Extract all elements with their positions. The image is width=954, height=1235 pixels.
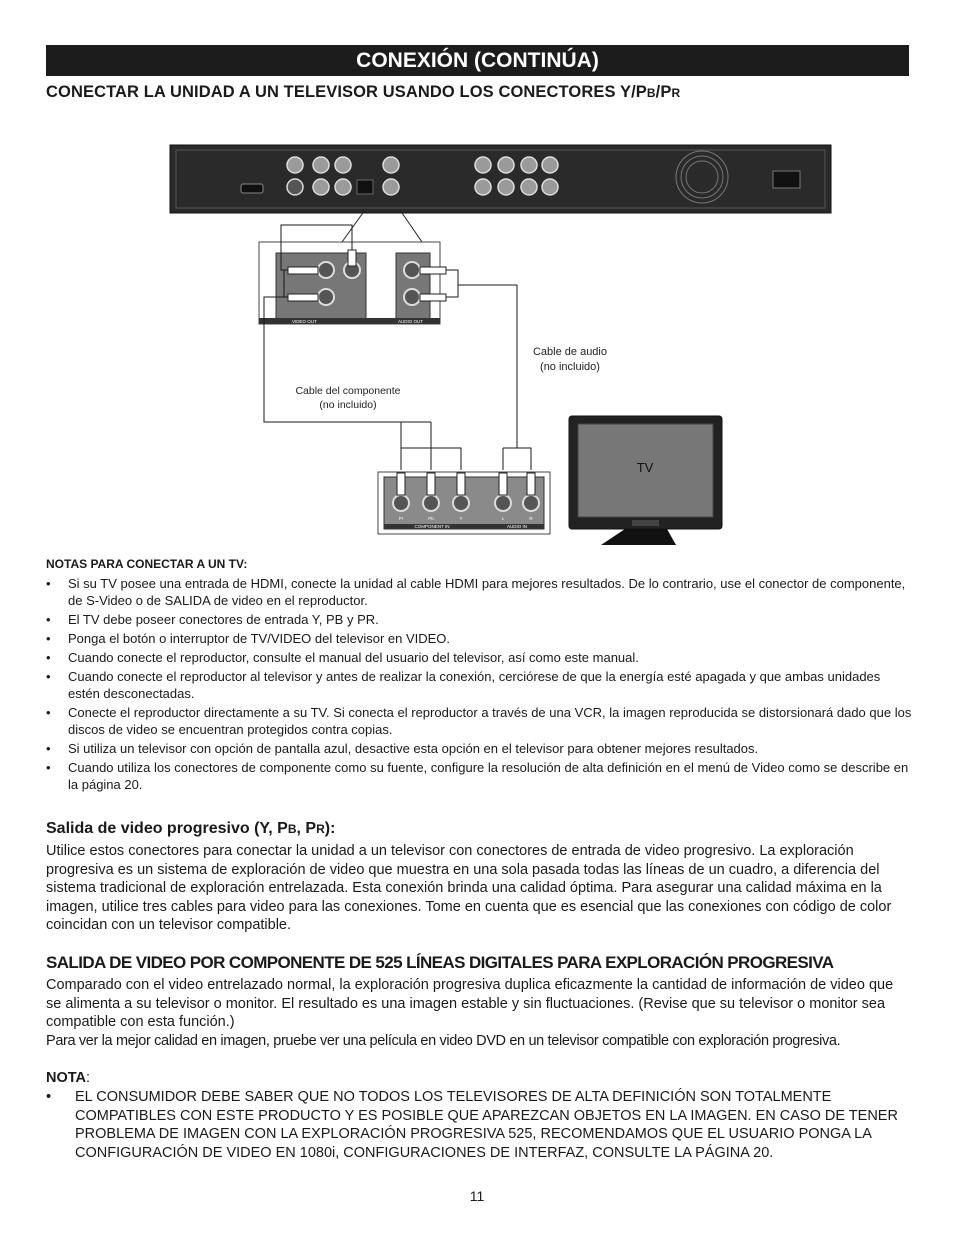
progressive-text: Utilice estos conectores para conectar la unidad a un televisor con conectores de entrada de video progresivo. La exploración progresiva es un sistema de exploración de video que muestra en una sola pasada todas las líneas de un cuadro, a diferencia del sistema tradicional de exploración entrelazada. Esta conexión brinda una calidad óptima. Para asegurar una calidad máxima en la imagen, utilice tres cables para video para las conexiones. Tome en cuenta que es esencial que las conexiones con código de color coincidan con un televisor compatible. [46,843,892,934]
video-out-label: VIDEO OUT [292,319,317,324]
list-item: • Si su TV posee una entrada de HDMI, conecte la unidad al cable HDMI para mejores resultados. De lo contrario, use el conector de componente, de S-Video o de SALIDA de video en el reproductor. [46,575,912,609]
nota-colon: : [86,1070,91,1086]
audio-cable [446,270,531,470]
jack-pb-label: Pb [428,516,434,521]
component525-text-2: Para ver la mejor calidad en imagen, pruebe ver una película en video DVD en un televisor compatible con exploración progresiva. [46,1033,841,1049]
component-in-label: COMPONENT IN [414,524,450,529]
subtitle-b: B [646,86,656,100]
subtitle-slash: /P [655,83,672,101]
heading-part: B [287,822,297,836]
jack-r-label: R [529,516,533,521]
jack-l-label: L [501,516,505,521]
component-cable-label: Cable del componente [295,385,401,397]
notes-list [46,575,912,795]
connection-diagram [0,130,954,555]
audio-cable-note: (no incluido) [540,361,600,373]
page-title: CONEXIÓN (CONTINÚA) [46,45,909,76]
audio-cable-label: Cable de audio [532,346,608,358]
list-item: • Si utiliza un televisor con opción de pantalla azul, desactive esta opción en el televisor para obtener mejores resultados. [46,740,912,757]
notes-title: NOTAS PARA CONECTAR A UN TV: [46,557,248,571]
component525-text: Comparado con el video entrelazado normal, la exploración progresiva duplica eficazmente la cantidad de información de video que se alimenta a su televisor o monitor. El resultado es una imagen estable y sin fluctuaciones. (Revise que su televisor o monitor sea compatible con esta función.) [46,977,894,1031]
tv-label: TV [636,460,654,475]
list-item: • Cuando conecte el reproductor, consulte el manual del usuario del televisor, así como este manual. [46,649,912,666]
component-cable-note: (no incluido) [319,399,377,411]
heading-part: , P [296,820,317,837]
list-item: • Ponga el botón o interruptor de TV/VIDEO del televisor en VIDEO. [46,630,912,647]
component525-heading: SALIDA DE VIDEO POR COMPONENTE DE 525 LÍNEAS DIGITALES PARA EXPLORACIÓN PROGRESIVA [46,953,834,972]
jack-y-label: Y [459,516,463,521]
list-item: • El TV debe poseer conectores de entrada Y, PB y PR. [46,611,912,628]
tv-input-panel [378,472,550,534]
list-item: • Cuando utiliza los conectores de componente como su fuente, configure la resolución de alta definición en el menú de Video como se describe en la página 20. [46,759,912,793]
heading-part: R [316,822,325,836]
output-panel-zoom [259,242,446,324]
jack-pr-label: Pr [398,516,404,521]
nota-label-bold: NOTA [46,1070,87,1086]
audio-in-label: AUDIO IN [506,524,528,529]
progressive-heading [46,820,335,838]
subtitle-r: R [671,86,681,100]
heading-part: Salida de video progresivo (Y, P [46,820,288,837]
hdmi-port [241,184,263,193]
subtitle-main: CONECTAR LA UNIDAD A UN TELEVISOR USANDO LOS CONECTORES Y/P [46,83,647,101]
page-number: 11 [469,1188,485,1204]
audio-out-label: AUDIO OUT [398,319,424,324]
section-subtitle [46,83,926,102]
player-rear-panel [170,145,831,213]
list-item: • Cuando conecte el reproductor al televisor y antes de realizar la conexión, cerciórese de que la energía esté apagada y que ambas unidades estén desconectadas. [46,668,912,702]
list-item: • Conecte el reproductor directamente a su TV. Si conecta el reproductor a través de una VCR, la imagen reproducida se distorsionará dado que los discos de video se encuentran protegidos contra copias. [46,704,912,738]
nota-label [46,1070,90,1086]
heading-part: ): [324,820,336,837]
nota-text: • EL CONSUMIDOR DEBE SABER QUE NO TODOS LOS TELEVISORES DE ALTA DEFINICIÓN SON TOTALMENTE COMPATIBLES CON ESTE PRODUCTO Y ES POSIBLE QUE APAREZCAN OBJETOS EN LA IMAGEN. EN CASO DE TENER PROBLEMA DE IMAGEN CON LA EXPLORACIÓN PROGRESIVA 525, RECOMENDAMOS QUE EL USUARIO PONGA LA CONFIGURACIÓN DE VIDEO EN 1080i, CONFIGURACIONES DE INTERFAZ, CONSULTE LA PÁGINA 20. [46,1088,912,1162]
tv-icon [569,416,722,545]
